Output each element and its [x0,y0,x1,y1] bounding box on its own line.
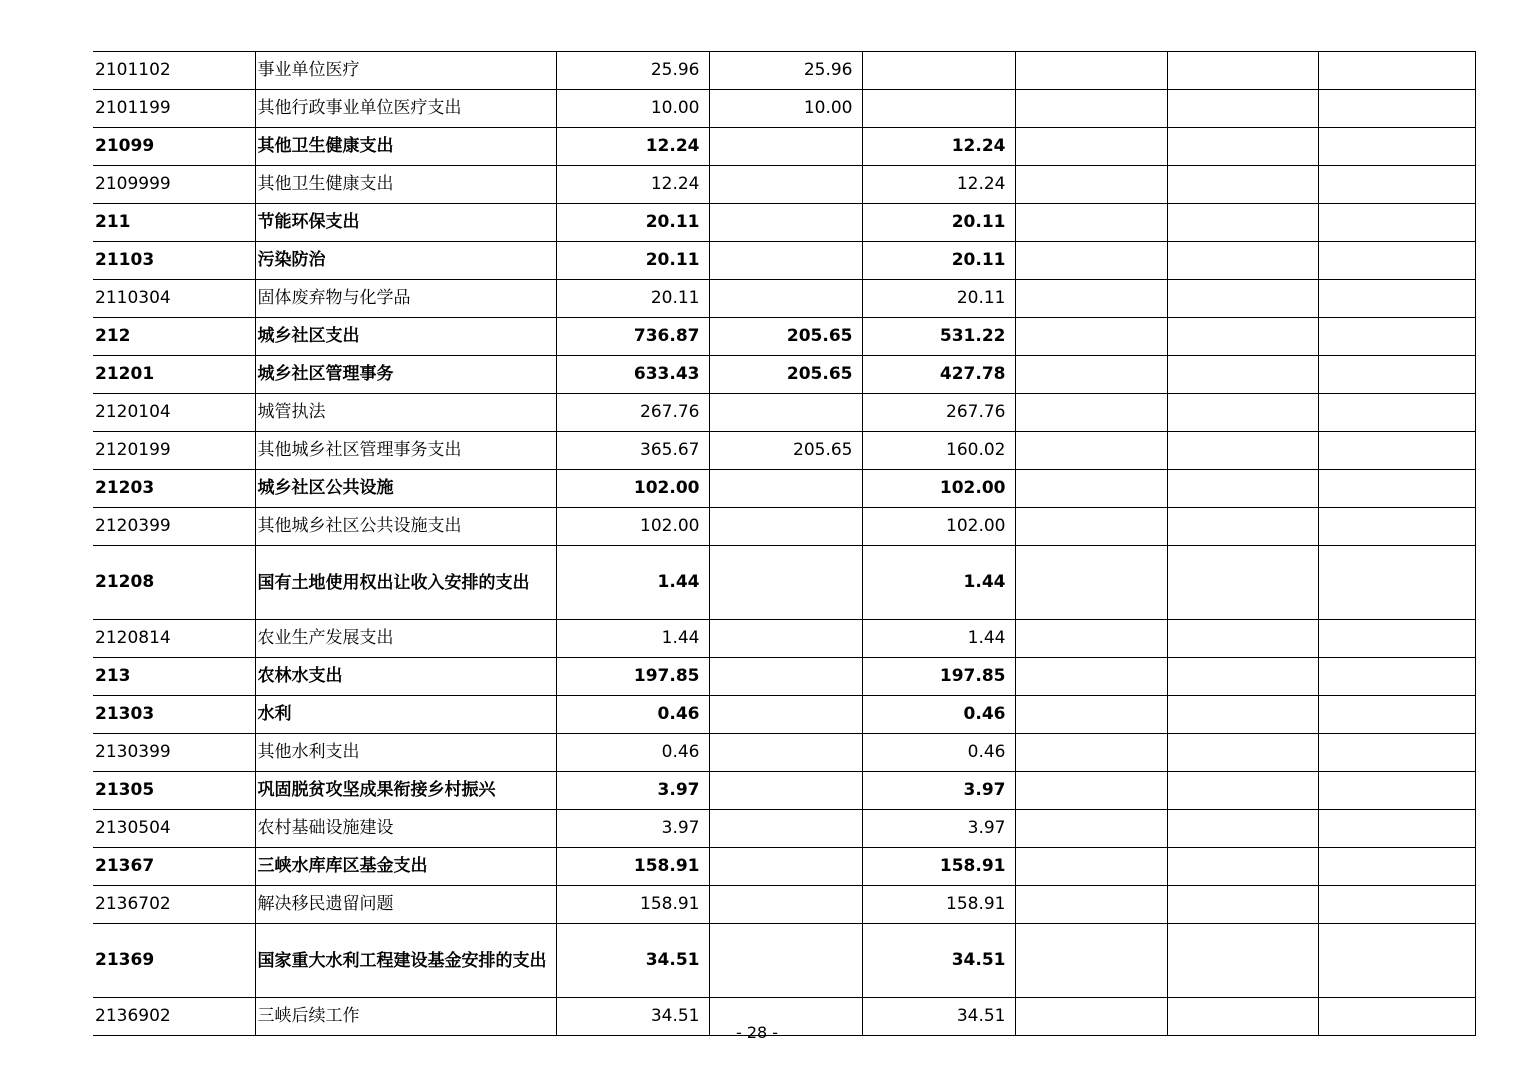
total-cell: 20.11 [556,280,709,318]
table-row [93,394,1475,432]
page-number: - 28 - [735,1023,779,1042]
name-cell: 城乡社区支出 [255,318,556,356]
project-cell: 3.97 [862,772,1015,810]
table-row [93,658,1475,696]
table-row [93,546,1475,620]
empty-cell [1318,242,1475,280]
table-body [93,52,1475,1036]
empty-cell [1015,280,1167,318]
empty-cell [1167,620,1318,658]
table-row [93,128,1475,166]
empty-cell [1015,508,1167,546]
table-row [93,356,1475,394]
budget-table [93,51,1476,1036]
basic-cell [709,772,862,810]
project-cell: 20.11 [862,204,1015,242]
empty-cell [1318,658,1475,696]
project-cell: 267.76 [862,394,1015,432]
table-row [93,90,1475,128]
project-cell: 158.91 [862,886,1015,924]
code-cell: 21303 [93,696,255,734]
code-cell: 21201 [93,356,255,394]
empty-cell [1167,204,1318,242]
code-cell: 2101102 [93,52,255,90]
name-cell: 其他行政事业单位医疗支出 [255,90,556,128]
empty-cell [1015,52,1167,90]
empty-cell [1318,394,1475,432]
code-cell: 21099 [93,128,255,166]
total-cell: 102.00 [556,470,709,508]
empty-cell [1318,696,1475,734]
name-cell: 节能环保支出 [255,204,556,242]
empty-cell [1318,620,1475,658]
total-cell: 12.24 [556,166,709,204]
project-cell [862,90,1015,128]
project-cell: 160.02 [862,432,1015,470]
table-row [93,280,1475,318]
code-cell: 21369 [93,924,255,998]
empty-cell [1015,166,1167,204]
empty-cell [1015,772,1167,810]
code-cell: 21203 [93,470,255,508]
project-cell: 20.11 [862,242,1015,280]
code-cell: 211 [93,204,255,242]
project-cell: 12.24 [862,128,1015,166]
project-cell: 102.00 [862,470,1015,508]
empty-cell [1167,318,1318,356]
empty-cell [1318,166,1475,204]
name-cell: 城管执法 [255,394,556,432]
project-cell: 34.51 [862,998,1015,1036]
code-cell: 2130399 [93,734,255,772]
total-cell: 25.96 [556,52,709,90]
empty-cell [1318,204,1475,242]
name-cell: 国家重大水利工程建设基金安排的支出 [255,924,556,998]
code-cell: 2120814 [93,620,255,658]
table-row [93,734,1475,772]
table-row [93,52,1475,90]
project-cell: 531.22 [862,318,1015,356]
basic-cell [709,810,862,848]
basic-cell [709,242,862,280]
empty-cell [1318,356,1475,394]
table-row [93,924,1475,998]
code-cell: 21367 [93,848,255,886]
empty-cell [1015,696,1167,734]
empty-cell [1318,432,1475,470]
project-cell [862,52,1015,90]
table-row [93,166,1475,204]
name-cell: 固体废弃物与化学品 [255,280,556,318]
code-cell: 2101199 [93,90,255,128]
empty-cell [1167,848,1318,886]
name-cell: 事业单位医疗 [255,52,556,90]
empty-cell [1318,128,1475,166]
basic-cell: 25.96 [709,52,862,90]
empty-cell [1015,810,1167,848]
basic-cell [709,204,862,242]
code-cell: 2110304 [93,280,255,318]
project-cell: 1.44 [862,620,1015,658]
empty-cell [1015,886,1167,924]
empty-cell [1167,696,1318,734]
basic-cell [709,280,862,318]
project-cell: 102.00 [862,508,1015,546]
basic-cell: 205.65 [709,356,862,394]
project-cell: 20.11 [862,280,1015,318]
empty-cell [1318,546,1475,620]
basic-cell [709,620,862,658]
basic-cell [709,546,862,620]
project-cell: 3.97 [862,810,1015,848]
empty-cell [1318,470,1475,508]
empty-cell [1015,470,1167,508]
total-cell: 267.76 [556,394,709,432]
name-cell: 城乡社区管理事务 [255,356,556,394]
total-cell: 34.51 [556,998,709,1036]
table-row [93,886,1475,924]
name-cell: 其他城乡社区公共设施支出 [255,508,556,546]
project-cell: 197.85 [862,658,1015,696]
table-row [93,204,1475,242]
empty-cell [1167,128,1318,166]
empty-cell [1318,508,1475,546]
empty-cell [1015,204,1167,242]
empty-cell [1318,734,1475,772]
empty-cell [1167,508,1318,546]
basic-cell [709,166,862,204]
table-row [93,508,1475,546]
name-cell: 国有土地使用权出让收入安排的支出 [255,546,556,620]
name-cell: 三峡水库库区基金支出 [255,848,556,886]
total-cell: 0.46 [556,696,709,734]
total-cell: 1.44 [556,620,709,658]
empty-cell [1015,432,1167,470]
code-cell: 2136702 [93,886,255,924]
empty-cell [1318,90,1475,128]
empty-cell [1015,848,1167,886]
empty-cell [1167,52,1318,90]
empty-cell [1167,394,1318,432]
total-cell: 365.67 [556,432,709,470]
code-cell: 213 [93,658,255,696]
basic-cell [709,886,862,924]
project-cell: 0.46 [862,734,1015,772]
name-cell: 三峡后续工作 [255,998,556,1036]
empty-cell [1167,242,1318,280]
empty-cell [1167,734,1318,772]
basic-cell: 10.00 [709,90,862,128]
table-row [93,810,1475,848]
total-cell: 197.85 [556,658,709,696]
empty-cell [1015,734,1167,772]
total-cell: 158.91 [556,886,709,924]
basic-cell: 205.65 [709,432,862,470]
empty-cell [1167,470,1318,508]
name-cell: 巩固脱贫攻坚成果衔接乡村振兴 [255,772,556,810]
table-row [93,696,1475,734]
code-cell: 2120199 [93,432,255,470]
code-cell: 2130504 [93,810,255,848]
name-cell: 农业生产发展支出 [255,620,556,658]
project-cell: 158.91 [862,848,1015,886]
code-cell: 2109999 [93,166,255,204]
code-cell: 21305 [93,772,255,810]
total-cell: 1.44 [556,546,709,620]
total-cell: 3.97 [556,810,709,848]
empty-cell [1318,772,1475,810]
name-cell: 解决移民遗留问题 [255,886,556,924]
code-cell: 21103 [93,242,255,280]
code-cell: 2120399 [93,508,255,546]
table-row [93,318,1475,356]
empty-cell [1318,886,1475,924]
name-cell: 农林水支出 [255,658,556,696]
total-cell: 0.46 [556,734,709,772]
empty-cell [1167,432,1318,470]
name-cell: 其他城乡社区管理事务支出 [255,432,556,470]
total-cell: 20.11 [556,242,709,280]
empty-cell [1015,356,1167,394]
basic-cell [709,394,862,432]
empty-cell [1167,886,1318,924]
empty-cell [1015,90,1167,128]
name-cell: 污染防治 [255,242,556,280]
table-row [93,848,1475,886]
table-row [93,620,1475,658]
basic-cell [709,508,862,546]
table-row [93,772,1475,810]
project-cell: 1.44 [862,546,1015,620]
empty-cell [1167,166,1318,204]
project-cell: 0.46 [862,696,1015,734]
total-cell: 20.11 [556,204,709,242]
empty-cell [1167,546,1318,620]
code-cell: 212 [93,318,255,356]
empty-cell [1167,924,1318,998]
total-cell: 102.00 [556,508,709,546]
empty-cell [1015,318,1167,356]
empty-cell [1015,128,1167,166]
name-cell: 其他卫生健康支出 [255,166,556,204]
empty-cell [1167,280,1318,318]
basic-cell [709,848,862,886]
table-row [93,470,1475,508]
empty-cell [1015,242,1167,280]
name-cell: 水利 [255,696,556,734]
basic-cell [709,734,862,772]
table-row [93,432,1475,470]
code-cell: 2136902 [93,998,255,1036]
total-cell: 3.97 [556,772,709,810]
empty-cell [1167,658,1318,696]
basic-cell [709,696,862,734]
empty-cell [1015,620,1167,658]
basic-cell [709,924,862,998]
name-cell: 其他卫生健康支出 [255,128,556,166]
empty-cell [1318,318,1475,356]
total-cell: 158.91 [556,848,709,886]
project-cell: 427.78 [862,356,1015,394]
empty-cell [1318,924,1475,998]
empty-cell [1015,546,1167,620]
empty-cell [1167,772,1318,810]
empty-cell [1167,356,1318,394]
name-cell: 农村基础设施建设 [255,810,556,848]
basic-cell [709,658,862,696]
total-cell: 10.00 [556,90,709,128]
name-cell: 其他水利支出 [255,734,556,772]
empty-cell [1015,658,1167,696]
code-cell: 21208 [93,546,255,620]
project-cell: 12.24 [862,166,1015,204]
name-cell: 城乡社区公共设施 [255,470,556,508]
table-row [93,242,1475,280]
empty-cell [1318,848,1475,886]
empty-cell [1318,810,1475,848]
empty-cell [1318,52,1475,90]
code-cell: 2120104 [93,394,255,432]
total-cell: 12.24 [556,128,709,166]
empty-cell [1015,394,1167,432]
basic-cell: 205.65 [709,318,862,356]
empty-cell [1015,924,1167,998]
basic-cell [709,128,862,166]
total-cell: 633.43 [556,356,709,394]
empty-cell [1167,810,1318,848]
empty-cell [1318,280,1475,318]
project-cell: 34.51 [862,924,1015,998]
empty-cell [1167,90,1318,128]
basic-cell [709,470,862,508]
total-cell: 736.87 [556,318,709,356]
total-cell: 34.51 [556,924,709,998]
